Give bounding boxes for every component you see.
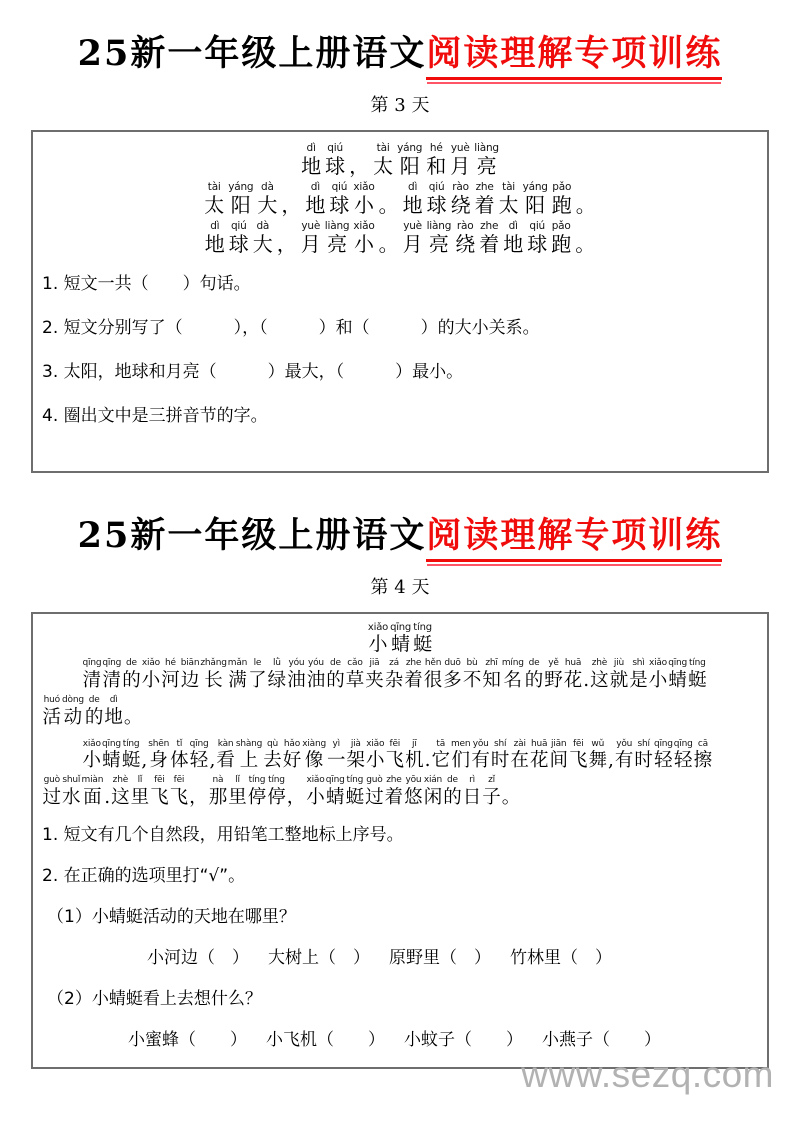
ruby-char: tíng 停 — [247, 775, 267, 809]
title-text-red-underlined: 阅读理解专项训练 — [426, 33, 722, 80]
ruby-char: qiú 球 — [228, 219, 249, 256]
ruby-char: . — [104, 787, 111, 809]
ruby-char: 。 — [501, 787, 521, 809]
ruby-char: dì 地 — [204, 219, 225, 256]
sub-question-2-label: （2）小蜻蜓看上去想什么？ — [47, 989, 262, 1010]
ruby-char: 。 — [378, 231, 399, 256]
ruby-char: lǐ 里 — [228, 775, 247, 809]
section-day4 — [0, 473, 800, 1069]
ruby-char: guò 过 — [42, 775, 62, 809]
question-3: 3. 太阳，地球和月亮（ ）最大，（ ）最小。 — [42, 361, 464, 382]
ruby-char: fēi 飞 — [568, 738, 588, 772]
ruby-char: tíng 蜓 — [345, 775, 365, 809]
ruby-char: shuǐ 水 — [62, 775, 81, 809]
ruby-char: qīng 轻 — [673, 738, 693, 772]
ruby-char: zhe 着 — [384, 775, 404, 809]
question-2: 2. 在正确的选项里打“√”。 — [42, 866, 246, 887]
ruby-char: ， — [189, 787, 208, 809]
paragraph1-line1 — [42, 658, 758, 693]
option-field: 原野里（ ） — [389, 948, 491, 969]
option-riverside: 小河边（ ） — [147, 948, 249, 969]
ruby-char: ， — [276, 231, 297, 256]
paragraph1-line2 — [42, 695, 758, 730]
ruby-char: tài 太 — [373, 141, 394, 178]
ruby-char: cǎo 草 — [345, 657, 365, 691]
ruby-char: zhe 着 — [479, 219, 500, 256]
ruby-char: jiā 夹 — [365, 657, 384, 691]
ruby-char: , — [209, 750, 216, 772]
ruby-char: tài 太 — [204, 180, 225, 217]
ruby-char: wǔ 舞 — [588, 738, 608, 772]
ruby-char: bù 不 — [462, 657, 482, 691]
ruby-char: miàn 面 — [81, 775, 104, 809]
ruby-char: ， — [281, 192, 302, 217]
ruby-char: dì 地 — [503, 219, 524, 256]
ruby-char: huā 花 — [529, 738, 549, 772]
ruby-char: qīng 蜻 — [102, 738, 121, 772]
ruby-char: . — [424, 750, 431, 772]
question-list-day3 — [42, 273, 758, 465]
ruby-char: fēi 飞 — [169, 775, 189, 809]
ruby-char: dì 地 — [104, 694, 123, 728]
option-mosquito: 小蚊子（ ） — [404, 1030, 523, 1051]
ruby-char: biān 边 — [180, 657, 200, 691]
ruby-char: qīng 蜻 — [668, 657, 688, 691]
sub-question-1-options — [147, 947, 758, 969]
ruby-char: qīng 清 — [102, 657, 122, 691]
ruby-char: , — [608, 750, 614, 772]
ruby-char: tíng 蜓 — [413, 621, 433, 656]
ruby-char: tíng 蜓 — [121, 738, 141, 772]
option-tree: 大树上（ ） — [268, 948, 370, 969]
day-label-3: 第 3 天 — [370, 94, 430, 116]
watermark: www.sezq.com — [521, 1054, 774, 1095]
option-swallow: 小燕子（ ） — [542, 1030, 661, 1051]
ruby-char: yě 野 — [544, 657, 563, 691]
ruby-char: dì 地 — [402, 180, 423, 217]
ruby-char: qīng 清 — [82, 657, 102, 691]
ruby-char: zài 在 — [510, 738, 529, 772]
sub-question-2-options — [128, 1029, 758, 1051]
ruby-char: huā 花 — [563, 657, 583, 691]
ruby-char: xiǎo 小 — [82, 738, 102, 772]
ruby-char: xiǎo 小 — [648, 657, 668, 691]
ruby-char: guò 过 — [365, 775, 384, 809]
ruby-char: shì 是 — [629, 657, 648, 691]
ruby-char: lǜ 绿 — [267, 657, 287, 691]
ruby-char: cā 擦 — [693, 738, 713, 772]
option-bamboo: 竹林里（ ） — [510, 948, 612, 969]
ruby-char: yáng 阳 — [397, 141, 423, 178]
passage-box-day4 — [31, 612, 769, 1070]
ruby-char: pǎo 跑 — [551, 180, 572, 217]
ruby-char: yǒu 有 — [614, 738, 634, 772]
ruby-char: ， — [286, 787, 306, 809]
passage-box-day3 — [31, 130, 769, 473]
ruby-char: qiú 球 — [426, 180, 447, 217]
ruby-char: de 的 — [122, 657, 141, 691]
ruby-char: hé 河 — [161, 657, 180, 691]
ruby-char: zhe 着 — [474, 180, 495, 217]
ruby-char: qīng 蜻 — [390, 621, 412, 656]
ruby-char: qīng 轻 — [189, 738, 209, 772]
ruby-char: hěn 很 — [423, 657, 443, 691]
ruby-char: liàng 亮 — [324, 219, 350, 256]
ruby-char: qīng 轻 — [653, 738, 673, 772]
ruby-char: zhè 这 — [590, 657, 609, 691]
question-1: 1. 短文一共（ ）句话。 — [42, 273, 251, 294]
ruby-char: yáng 阳 — [522, 180, 548, 217]
ruby-char: men 们 — [450, 738, 471, 772]
paragraph2-line2 — [42, 775, 758, 810]
section-title-day4 — [0, 473, 800, 562]
title-text-red-underlined: 阅读理解专项训练 — [426, 515, 722, 562]
ruby-char: jī 机 — [405, 738, 424, 772]
ruby-char: le 了 — [248, 657, 267, 691]
ruby-char: zhe 着 — [404, 657, 423, 691]
ruby-char: shí 时 — [490, 738, 510, 772]
ruby-char: yuè 月 — [450, 141, 471, 178]
ruby-char: fēi 飞 — [385, 738, 405, 772]
ruby-char: xiǎo 小 — [366, 738, 385, 772]
ruby-char: dà 大 — [257, 180, 278, 217]
ruby-char: tǐ 体 — [170, 738, 189, 772]
ruby-char: tíng 蜓 — [688, 657, 707, 691]
ruby-char: qiú 球 — [329, 180, 350, 217]
passage-line-1 — [42, 181, 758, 217]
ruby-char: yuè 月 — [402, 219, 423, 256]
ruby-char: 。 — [123, 706, 143, 728]
option-bee: 小蜜蜂（ ） — [128, 1030, 247, 1051]
passage-line-2 — [42, 220, 758, 256]
ruby-char: rào 绕 — [450, 180, 471, 217]
ruby-char: xiǎo 小 — [353, 219, 375, 256]
ruby-char: kàn 看 — [216, 738, 235, 772]
question-4: 4. 圈出文中是三拼音节的字。 — [42, 405, 268, 426]
ruby-char: fēi 飞 — [150, 775, 169, 809]
ruby-char: jiān 间 — [549, 738, 568, 772]
ruby-char: qiú 球 — [527, 219, 548, 256]
ruby-char: tíng 停 — [267, 775, 286, 809]
ruby-char: 。 — [575, 231, 596, 256]
ruby-char: yuè 月 — [300, 219, 321, 256]
ruby-char: hé 和 — [426, 141, 447, 178]
ruby-char: hǎo 好 — [282, 738, 302, 772]
question-2: 2. 短文分别写了（ ），（ ）和（ ）的大小关系。 — [42, 317, 540, 338]
title-text-black: 25新一年级上册语文 — [77, 33, 427, 74]
ruby-char: lǐ 里 — [130, 775, 150, 809]
ruby-char: xiǎo 小 — [141, 657, 161, 691]
ruby-char: de 的 — [84, 694, 104, 728]
ruby-char: yáng 阳 — [228, 180, 254, 217]
ruby-char: xiǎo 小 — [367, 621, 389, 656]
ruby-char: nà 那 — [208, 775, 228, 809]
ruby-char: qiú 球 — [325, 141, 346, 178]
ruby-char: xiǎo 小 — [353, 180, 375, 217]
ruby-char: tài 太 — [498, 180, 519, 217]
ruby-char: qù 去 — [263, 738, 282, 772]
ruby-char: zhè 这 — [111, 775, 130, 809]
ruby-char: dà 大 — [252, 219, 273, 256]
ruby-char: tā 它 — [431, 738, 450, 772]
day-label-4: 第 4 天 — [370, 576, 430, 598]
paragraph2-line1 — [42, 739, 758, 774]
ruby-char: jiù 就 — [609, 657, 629, 691]
section-day3 — [0, 0, 800, 473]
passage-title-line — [42, 622, 758, 656]
ruby-char: yóu 油 — [287, 657, 306, 691]
ruby-char: shí 时 — [634, 738, 653, 772]
ruby-char: ， — [349, 153, 370, 178]
ruby-char: 。 — [378, 192, 399, 217]
ruby-char: zhǎng 长 — [200, 657, 227, 691]
ruby-char: de 的 — [443, 775, 462, 809]
ruby-char: shàng 上 — [235, 738, 263, 772]
option-plane: 小飞机（ ） — [266, 1030, 385, 1051]
ruby-char: shēn 身 — [148, 738, 170, 772]
passage-title-line — [42, 142, 758, 178]
ruby-char: de 的 — [326, 657, 345, 691]
question-list-day4 — [42, 824, 758, 1061]
ruby-char: jià 架 — [346, 738, 366, 772]
ruby-char: xiǎo 小 — [306, 775, 325, 809]
ruby-char: zá 杂 — [384, 657, 404, 691]
ruby-char: dì 地 — [301, 141, 322, 178]
ruby-char: de 的 — [524, 657, 544, 691]
ruby-char: dòng 动 — [62, 694, 84, 728]
ruby-char: dì 地 — [305, 180, 326, 217]
ruby-char: qīng 蜻 — [325, 775, 345, 809]
ruby-char: yōu 悠 — [404, 775, 423, 809]
section-title-day3 — [0, 0, 800, 80]
ruby-char: 。 — [575, 192, 596, 217]
ruby-char: mǎn 满 — [227, 657, 248, 691]
ruby-char: xián 闲 — [423, 775, 443, 809]
ruby-char: liàng 亮 — [474, 141, 499, 178]
ruby-char: , — [141, 750, 148, 772]
ruby-char: zǐ 子 — [482, 775, 501, 809]
ruby-char: yǒu 有 — [471, 738, 490, 772]
ruby-char: pǎo 跑 — [551, 219, 572, 256]
sub-question-1-label: （1）小蜻蜓活动的天地在哪里？ — [47, 907, 296, 928]
ruby-char: liàng 亮 — [426, 219, 452, 256]
ruby-char: huó 活 — [42, 694, 62, 728]
box-bottom-space — [42, 427, 758, 465]
ruby-char: zhī 知 — [482, 657, 501, 691]
question-1: 1. 短文有几个自然段，用铅笔工整地标上序号。 — [42, 825, 404, 846]
ruby-char: duō 多 — [443, 657, 462, 691]
ruby-char: xiàng 像 — [302, 738, 326, 772]
ruby-char: rào 绕 — [455, 219, 476, 256]
ruby-char: yì 一 — [327, 738, 346, 772]
ruby-char: míng 名 — [501, 657, 524, 691]
ruby-char: rì 日 — [462, 775, 482, 809]
ruby-char: . — [583, 669, 590, 691]
ruby-char: yóu 油 — [306, 657, 326, 691]
title-text-black: 25新一年级上册语文 — [77, 514, 427, 556]
